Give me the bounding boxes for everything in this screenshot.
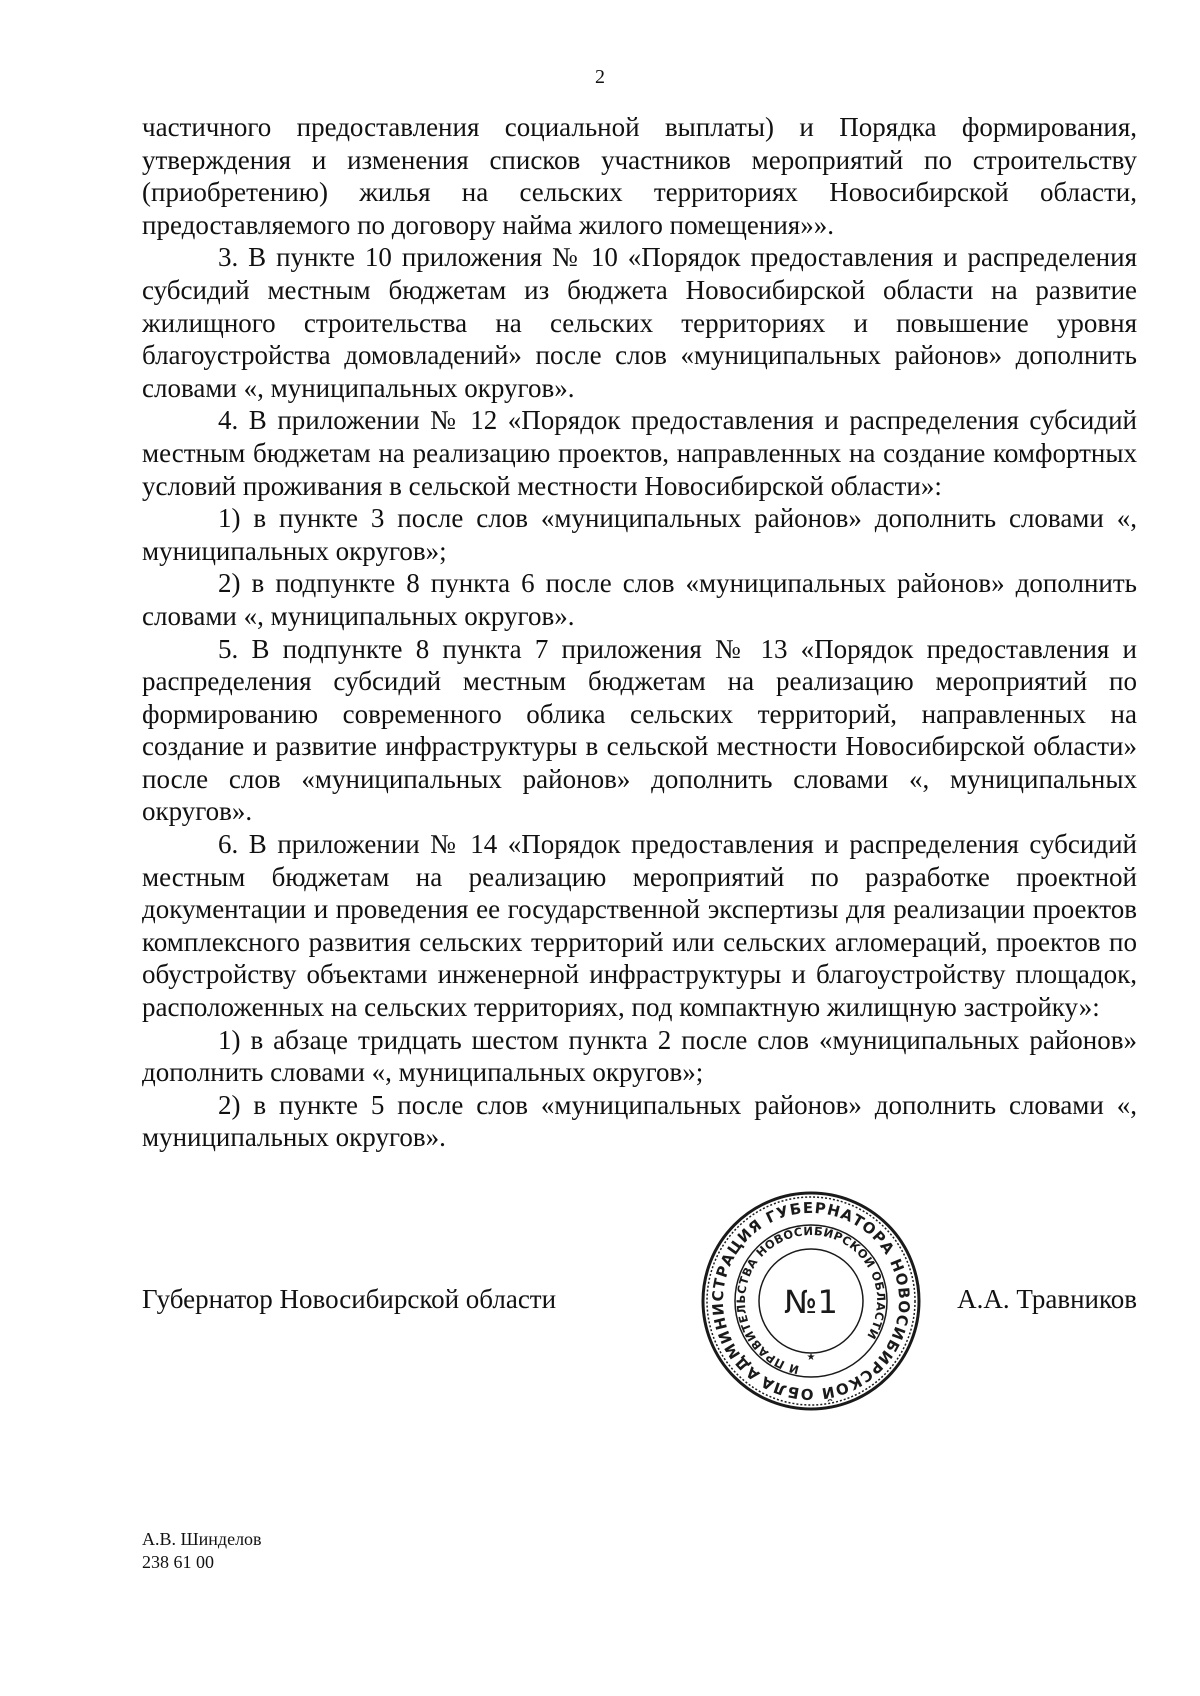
page-number: 2 [595, 66, 605, 88]
paragraph: 2) в подпункте 8 пункта 6 после слов «муниципальных районов» дополнить словами «, муниципальных округов». [142, 568, 1137, 631]
paragraph: 6. В приложении № 14 «Порядок предоставления и распределения субсидий местным бюджетам на реализацию мероприятий по разработке проектной документации и проведения ее государственной экспертизы для реализации проектов комплексного развития сельских территорий или сельских агломераций, проектов по обустройству объектами инженерной инфраструктуры и благоустройству площадок, расположенных на сельских территориях, под компактную жилищную застройку»: [142, 829, 1137, 1023]
seal-outer-text: АДМИНИСТРАЦИЯ ГУБЕРНАТОРА НОВОСИБИРСКОЙ ОБЛАСТИ [708, 1198, 914, 1404]
signatory-name: А.А. Травников [957, 1284, 1137, 1314]
paragraph: 5. В подпункте 8 пункта 7 приложения № 13 «Порядок предоставления и распределения субсидий местным бюджетам на реализацию мероприятий по формированию современного облика сельских территорий, направленных на создание и развитие инфраструктуры в сельской местности Новосибирской области» после слов «муниципальных районов» дополнить словами «, муниципальных округов». [142, 633, 1137, 827]
paragraph: частичного предоставления социальной выплаты) и Порядка формирования, утверждения и изменения списков участников мероприятий по строительству (приобретению) жилья на сельских территориях Новосибирской области, предоставляемого по договору найма жилого помещения»». [142, 112, 1137, 240]
seal-inner-text: И ПРАВИТЕЛЬСТВА НОВОСИБИРСКОЙ ОБЛАСТИ [733, 1223, 889, 1377]
paragraph: 4. В приложении № 12 «Порядок предоставления и распределения субсидий местным бюджетам на реализацию проектов, направленных на создание комфортных условий проживания в сельской местности Новосибирской области»: [142, 405, 1137, 501]
paragraph: 1) в абзаце тридцать шестом пункта 2 после слов «муниципальных районов» дополнить словами «, муниципальных округов»; [142, 1024, 1137, 1088]
executor-name: А.В. Шинделов [142, 1529, 262, 1549]
paragraph: 1) в пункте 3 после слов «муниципальных районов» дополнить словами «, муниципальных округов»; [142, 503, 1137, 566]
paragraph: 3. В пункте 10 приложения № 10 «Порядок предоставления и распределения субсидий местным бюджетам из бюджета Новосибирской области на развитие жилищного строительства на сельских территориях и повышение уровня благоустройства домовладений» после слов «муниципальных районов» дополнить словами «, муниципальных округов». [142, 242, 1137, 403]
executor-phone: 238 61 00 [142, 1552, 214, 1572]
document-body [142, 111, 1137, 1154]
paragraph: 2) в пункте 5 после слов «муниципальных районов» дополнить словами «, муниципальных округов». [142, 1089, 1137, 1153]
signatory-position: Губернатор Новосибирской области [142, 1284, 557, 1314]
star-icon: ★ [806, 1352, 816, 1363]
official-seal [700, 1190, 922, 1412]
executor-block [142, 1528, 262, 1574]
seal-center-number: №1 [784, 1283, 838, 1321]
